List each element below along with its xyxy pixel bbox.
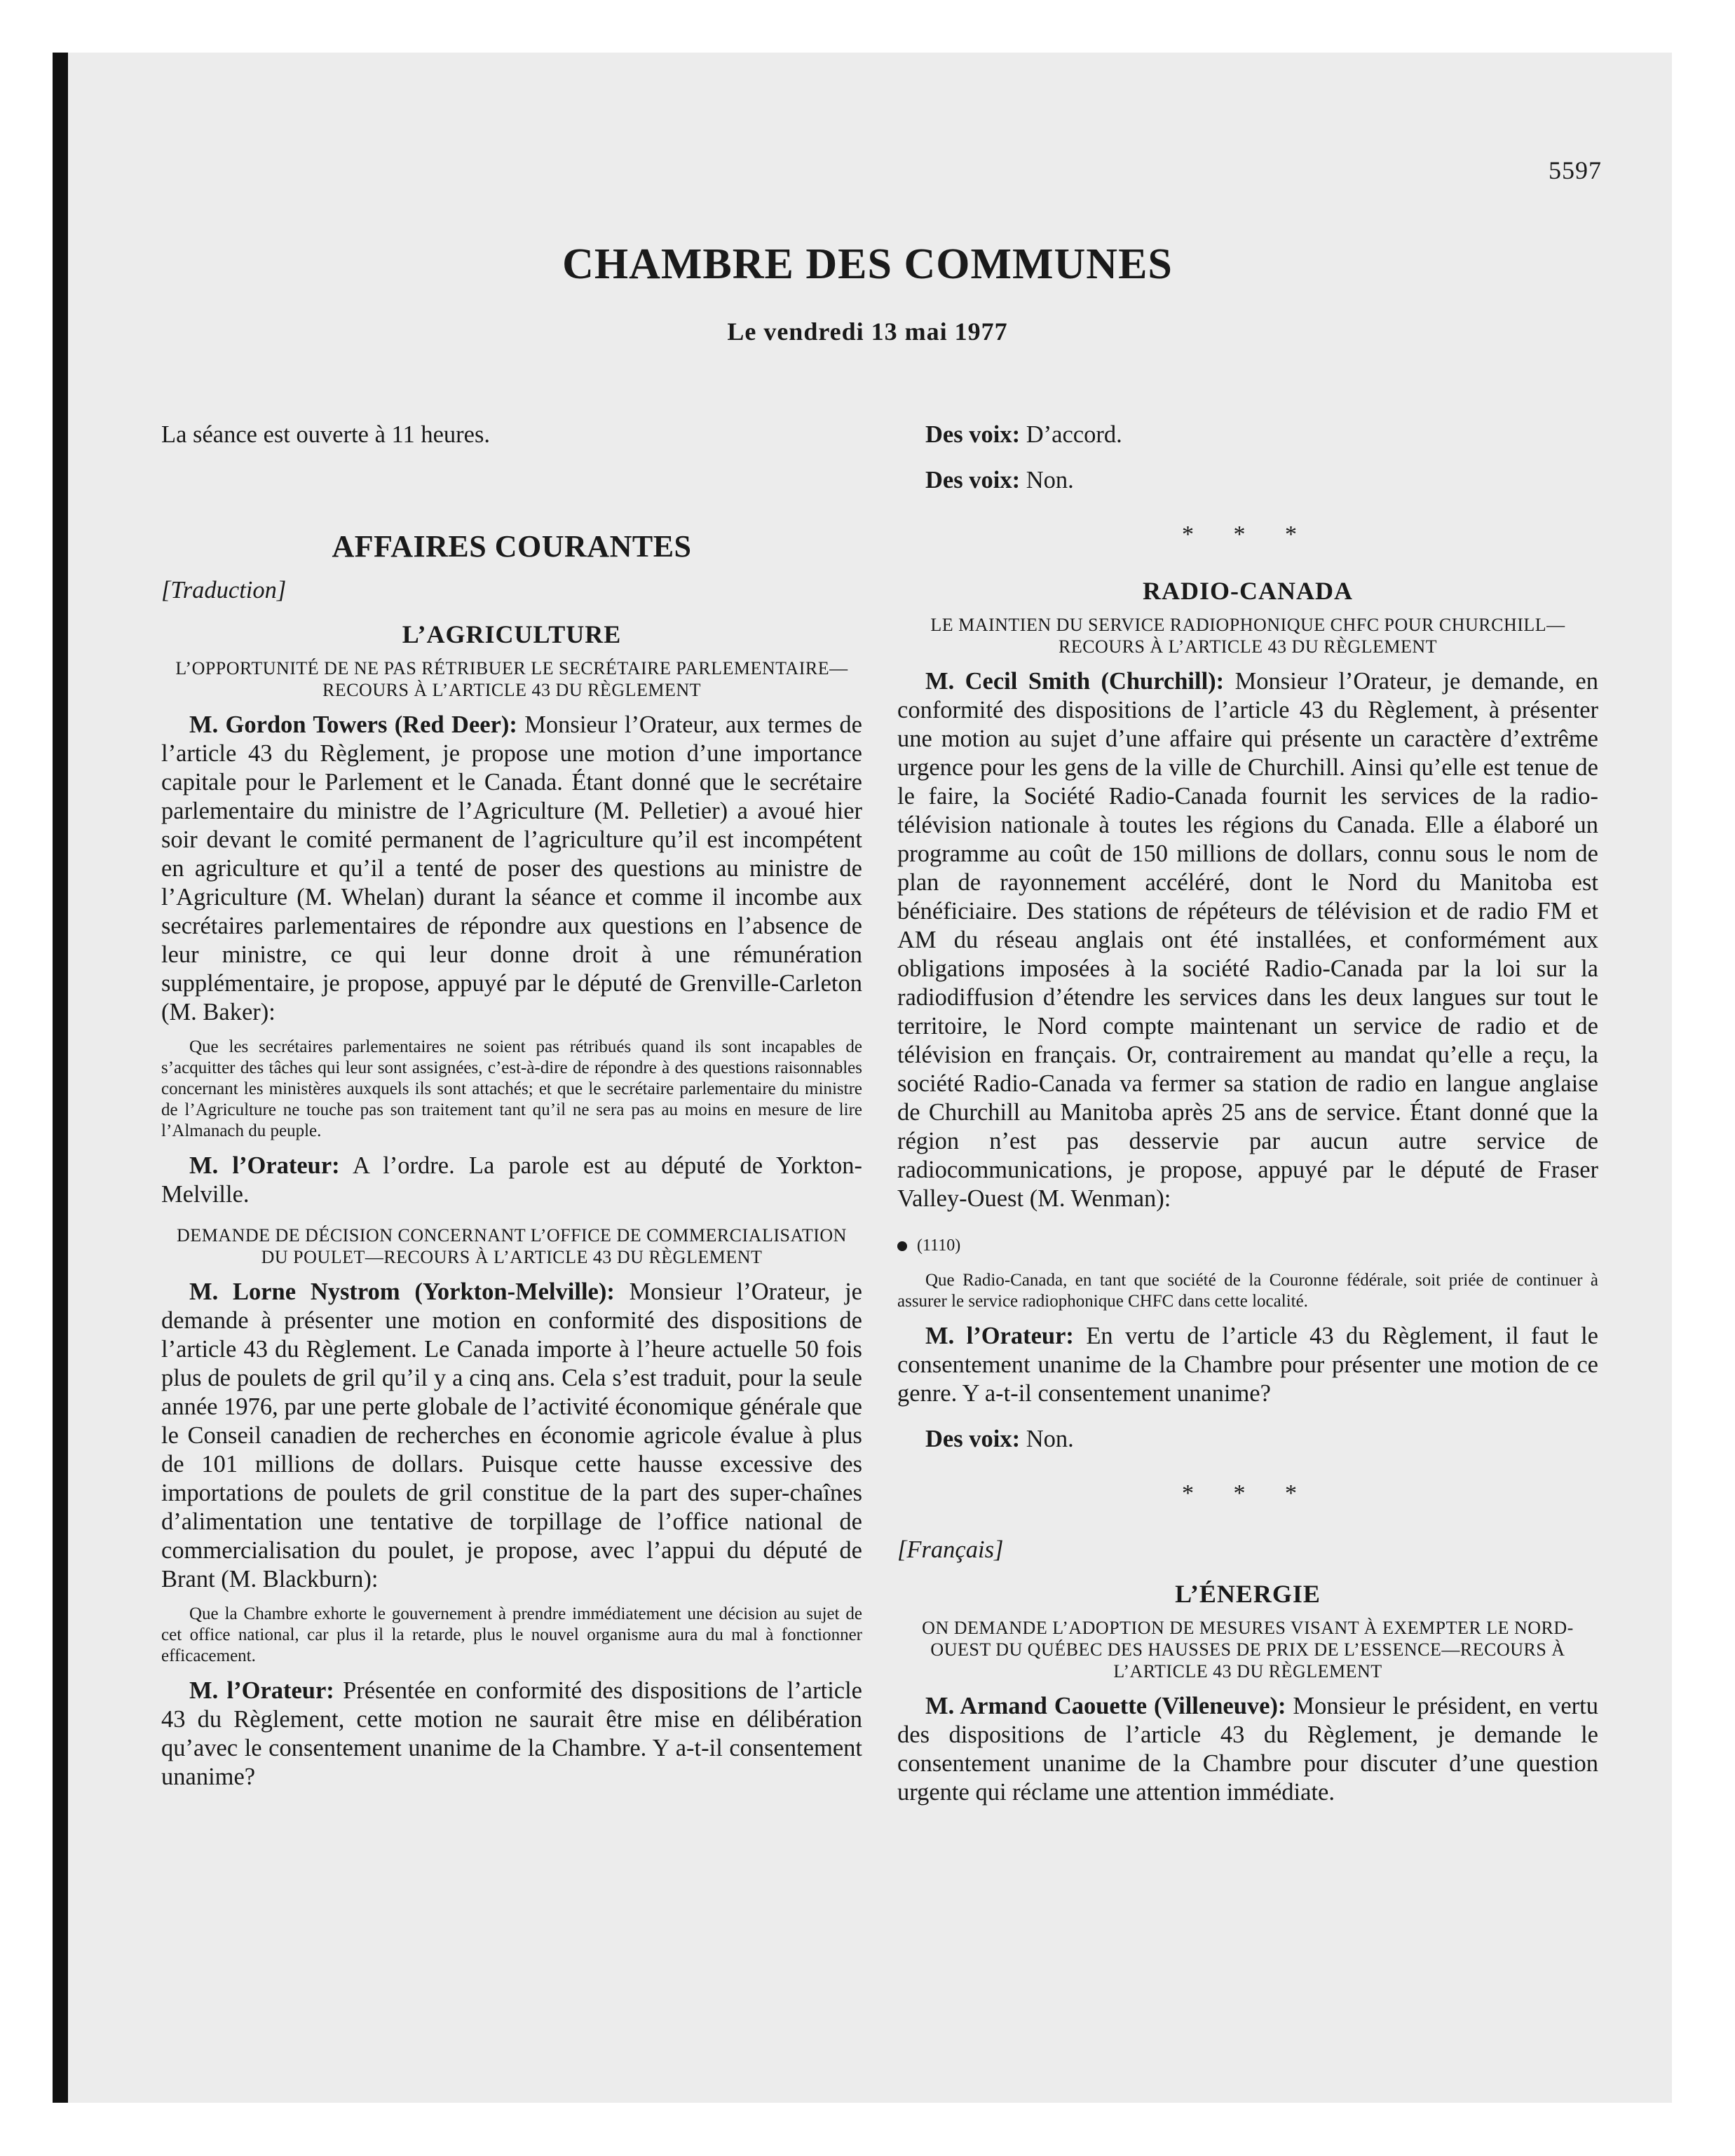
section-separator: * * * bbox=[1182, 1480, 1314, 1506]
topic-subtitle: DEMANDE DE DÉCISION CONCERNANT L’OFFICE DE COMMERCIALISATION DU POULET—RECOURS À L’ARTICLE 43 DU RÈGLEMENT bbox=[177, 1225, 847, 1267]
topic-title: RADIO-CANADA bbox=[1143, 577, 1353, 605]
language-tag: [Français] bbox=[897, 1536, 1004, 1563]
speech-text: A l’ordre. La parole est au député de Yorkton-Melville. bbox=[161, 1152, 862, 1208]
speech-text: Présentée en conformité des dispositions de l’article 43 du Règlement, cette motion ne saurait être mise en délibération qu’avec le consentement unanime de la Chambre. Y a-t-il consentement unanime? bbox=[161, 1677, 862, 1790]
voices-line bbox=[897, 1425, 1598, 1454]
topic-subtitle: ON DEMANDE L’ADOPTION DE MESURES VISANT À EXEMPTER LE NORD-OUEST DU QUÉBEC DES HAUSSES DE PRIX DE L’ESSENCE—RECOURS À L’ARTICLE 43 DU RÈGLEMENT bbox=[922, 1618, 1574, 1681]
speaker-name: M. l’Orateur: bbox=[189, 1152, 340, 1179]
document-date: Le vendredi 13 mai 1977 bbox=[727, 318, 1008, 346]
speech-text: Monsieur le président, en vertu des dispositions de l’article 43 du Règlement, je demande le consentement unanime de la Chambre pour discuter d’une question urgente qui réclame une attention immédiate. bbox=[897, 1693, 1599, 1806]
bullet-icon bbox=[897, 1241, 907, 1251]
speech-paragraph bbox=[897, 1322, 1598, 1408]
topic-subtitle: LE MAINTIEN DU SERVICE RADIOPHONIQUE CHFC POUR CHURCHILL—RECOURS À L’ARTICLE 43 DU RÈGLEMENT bbox=[930, 615, 1565, 657]
speech-text: Non. bbox=[1020, 467, 1074, 493]
language-tag: [Traduction] bbox=[161, 577, 287, 603]
speech-paragraph bbox=[161, 711, 862, 1027]
speech-text: En vertu de l’article 43 du Règlement, il faut le consentement unanime de la Chambre pour présenter une motion de ce genre. Y a-t-il consentement unanime? bbox=[897, 1323, 1598, 1407]
speaker-name: Des voix: bbox=[925, 421, 1021, 448]
time-marker bbox=[897, 1231, 1598, 1260]
voices-line bbox=[897, 466, 1598, 495]
speech-paragraph bbox=[897, 1692, 1598, 1807]
speech-text: Non. bbox=[1020, 1426, 1074, 1452]
topic-title: L’AGRICULTURE bbox=[402, 620, 622, 648]
voices-line bbox=[897, 421, 1598, 449]
page-number: 5597 bbox=[1549, 156, 1602, 184]
speaker-name: M. Lorne Nystrom (Yorkton-Melville): bbox=[189, 1278, 615, 1305]
speaker-name: Des voix: bbox=[925, 1426, 1021, 1452]
motion-quote: Que les secrétaires parlementaires ne soient pas rétribués quand ils sont incapables de s’acquitter des tâches qui leur sont assignées, c’est-à-dire de répondre à des questions raisonnables concernant les ministères auxquels ils sont attachés; et que le secrétaire parlementaire du ministre de l’Agriculture ne touche pas son traitement tant qu’il ne sera pas au moins en mesure de lire l’Almanach du peuple. bbox=[161, 1037, 862, 1140]
right-column bbox=[897, 421, 1598, 1807]
speech-paragraph bbox=[161, 1278, 862, 1594]
speech-text: Monsieur l’Orateur, je demande à présenter une motion en conformité des dispositions de l’article 43 du Règlement. Le Canada importe à l’heure actuelle 50 fois plus de poulets de gril qu’il y a cinq ans. Cela s’est traduit, pour la seule année 1976, par une perte globale de l’activité économique générale que le Conseil canadien de recherches en économie agricole évalue à plus de 101 millions de dollars. Puisque cette hausse excessive des importations de poulets de gril constitue de la part des super-chaînes d’alimentation une tentative de torpillage de l’office national de commercialisation du poulet, je propose, avec l’appui du député de Brant (M. Blackburn): bbox=[161, 1278, 862, 1592]
left-column bbox=[161, 421, 862, 1792]
speaker-name: M. Gordon Towers (Red Deer): bbox=[189, 711, 517, 738]
speech-text: D’accord. bbox=[1020, 421, 1122, 448]
motion-quote: Que la Chambre exhorte le gouvernement à prendre immédiatement une décision au sujet de cet office national, car plus il la retarde, plus le nouvel organisme aura du mal à fonctionner efficacement. bbox=[161, 1604, 862, 1665]
section-separator: * * * bbox=[1182, 521, 1314, 547]
speech-paragraph bbox=[897, 667, 1598, 1213]
speaker-name: Des voix: bbox=[925, 467, 1021, 493]
scan-edge-bar bbox=[53, 53, 68, 2103]
speech-paragraph bbox=[161, 1152, 862, 1209]
speech-text: Monsieur l’Orateur, je demande, en conformité des dispositions de l’article 43 du Règlement, à présenter une motion au sujet d’une affaire qui présente un caractère d’extrême urgence pour les gens de la ville de Churchill. Ainsi qu’elle est tenue de le faire, la Société Radio-Canada fournit les services de la radio-télévision nationale à toutes les régions du Canada. Elle a élaboré un programme au coût de 150 millions de dollars, connu sous le nom de plan de rayonnement accéléré, dont le Nord du Manitoba est bénéficiaire. Des stations de répéteurs de télévision et de radio FM et AM du réseau anglais ont été installées, et conformément aux obligations imposées à la société Radio-Canada par la loi sur la radiodiffusion d’étendre les services dans les deux langues sur tout le territoire, le Nord compte maintenant un service de radio et de télévision en français. Or, contrairement au mandat qu’elle a reçu, la société Radio-Canada va fermer sa station de radio en langue anglaise de Churchill au Manitoba après 25 ans de service. Étant donné que la région n’est pas desservie par aucun autre service de radiocommunications, je propose, appuyé par le député de Fraser Valley-Ouest (M. Wenman): bbox=[897, 668, 1598, 1212]
speech-paragraph bbox=[161, 1677, 862, 1792]
section-heading: AFFAIRES COURANTES bbox=[332, 529, 692, 564]
topic-subtitle: L’OPPORTUNITÉ DE NE PAS RÉTRIBUER LE SECRÉTAIRE PARLEMENTAIRE—RECOURS À L’ARTICLE 43 DU RÈGLEMENT bbox=[175, 658, 848, 700]
time-marker-text: (1110) bbox=[917, 1236, 961, 1255]
speaker-name: M. l’Orateur: bbox=[189, 1677, 334, 1704]
speech-text: Monsieur l’Orateur, aux termes de l’article 43 du Règlement, je propose une motion d’une importance capitale pour le Parlement et le Canada. Étant donné que le secrétaire parlementaire du ministre de l’Agriculture (M. Pelletier) a avoué hier soir devant le comité permanent de l’agriculture qu’il est incompétent en agriculture et qu’il a tenté de poser des questions au ministre de l’Agriculture (M. Whelan) durant la séance et comme il incombe aux secrétaires parlementaires de répondre aux questions en l’absence de leur ministre, ce qui leur donne droit à une rémunération supplémentaire, je propose, appuyé par le député de Grenville-Carleton (M. Baker): bbox=[161, 711, 862, 1025]
speaker-name: M. Armand Caouette (Villeneuve): bbox=[925, 1693, 1286, 1719]
opening-line: La séance est ouverte à 11 heures. bbox=[161, 421, 491, 448]
speaker-name: M. Cecil Smith (Churchill): bbox=[925, 668, 1225, 695]
speaker-name: M. l’Orateur: bbox=[925, 1323, 1074, 1349]
topic-title: L’ÉNERGIE bbox=[1175, 1580, 1321, 1608]
document-title: CHAMBRE DES COMMUNES bbox=[562, 240, 1173, 288]
motion-quote: Que Radio-Canada, en tant que société de la Couronne fédérale, soit priée de continuer à assurer le service radiophonique CHFC dans cette localité. bbox=[897, 1271, 1598, 1311]
